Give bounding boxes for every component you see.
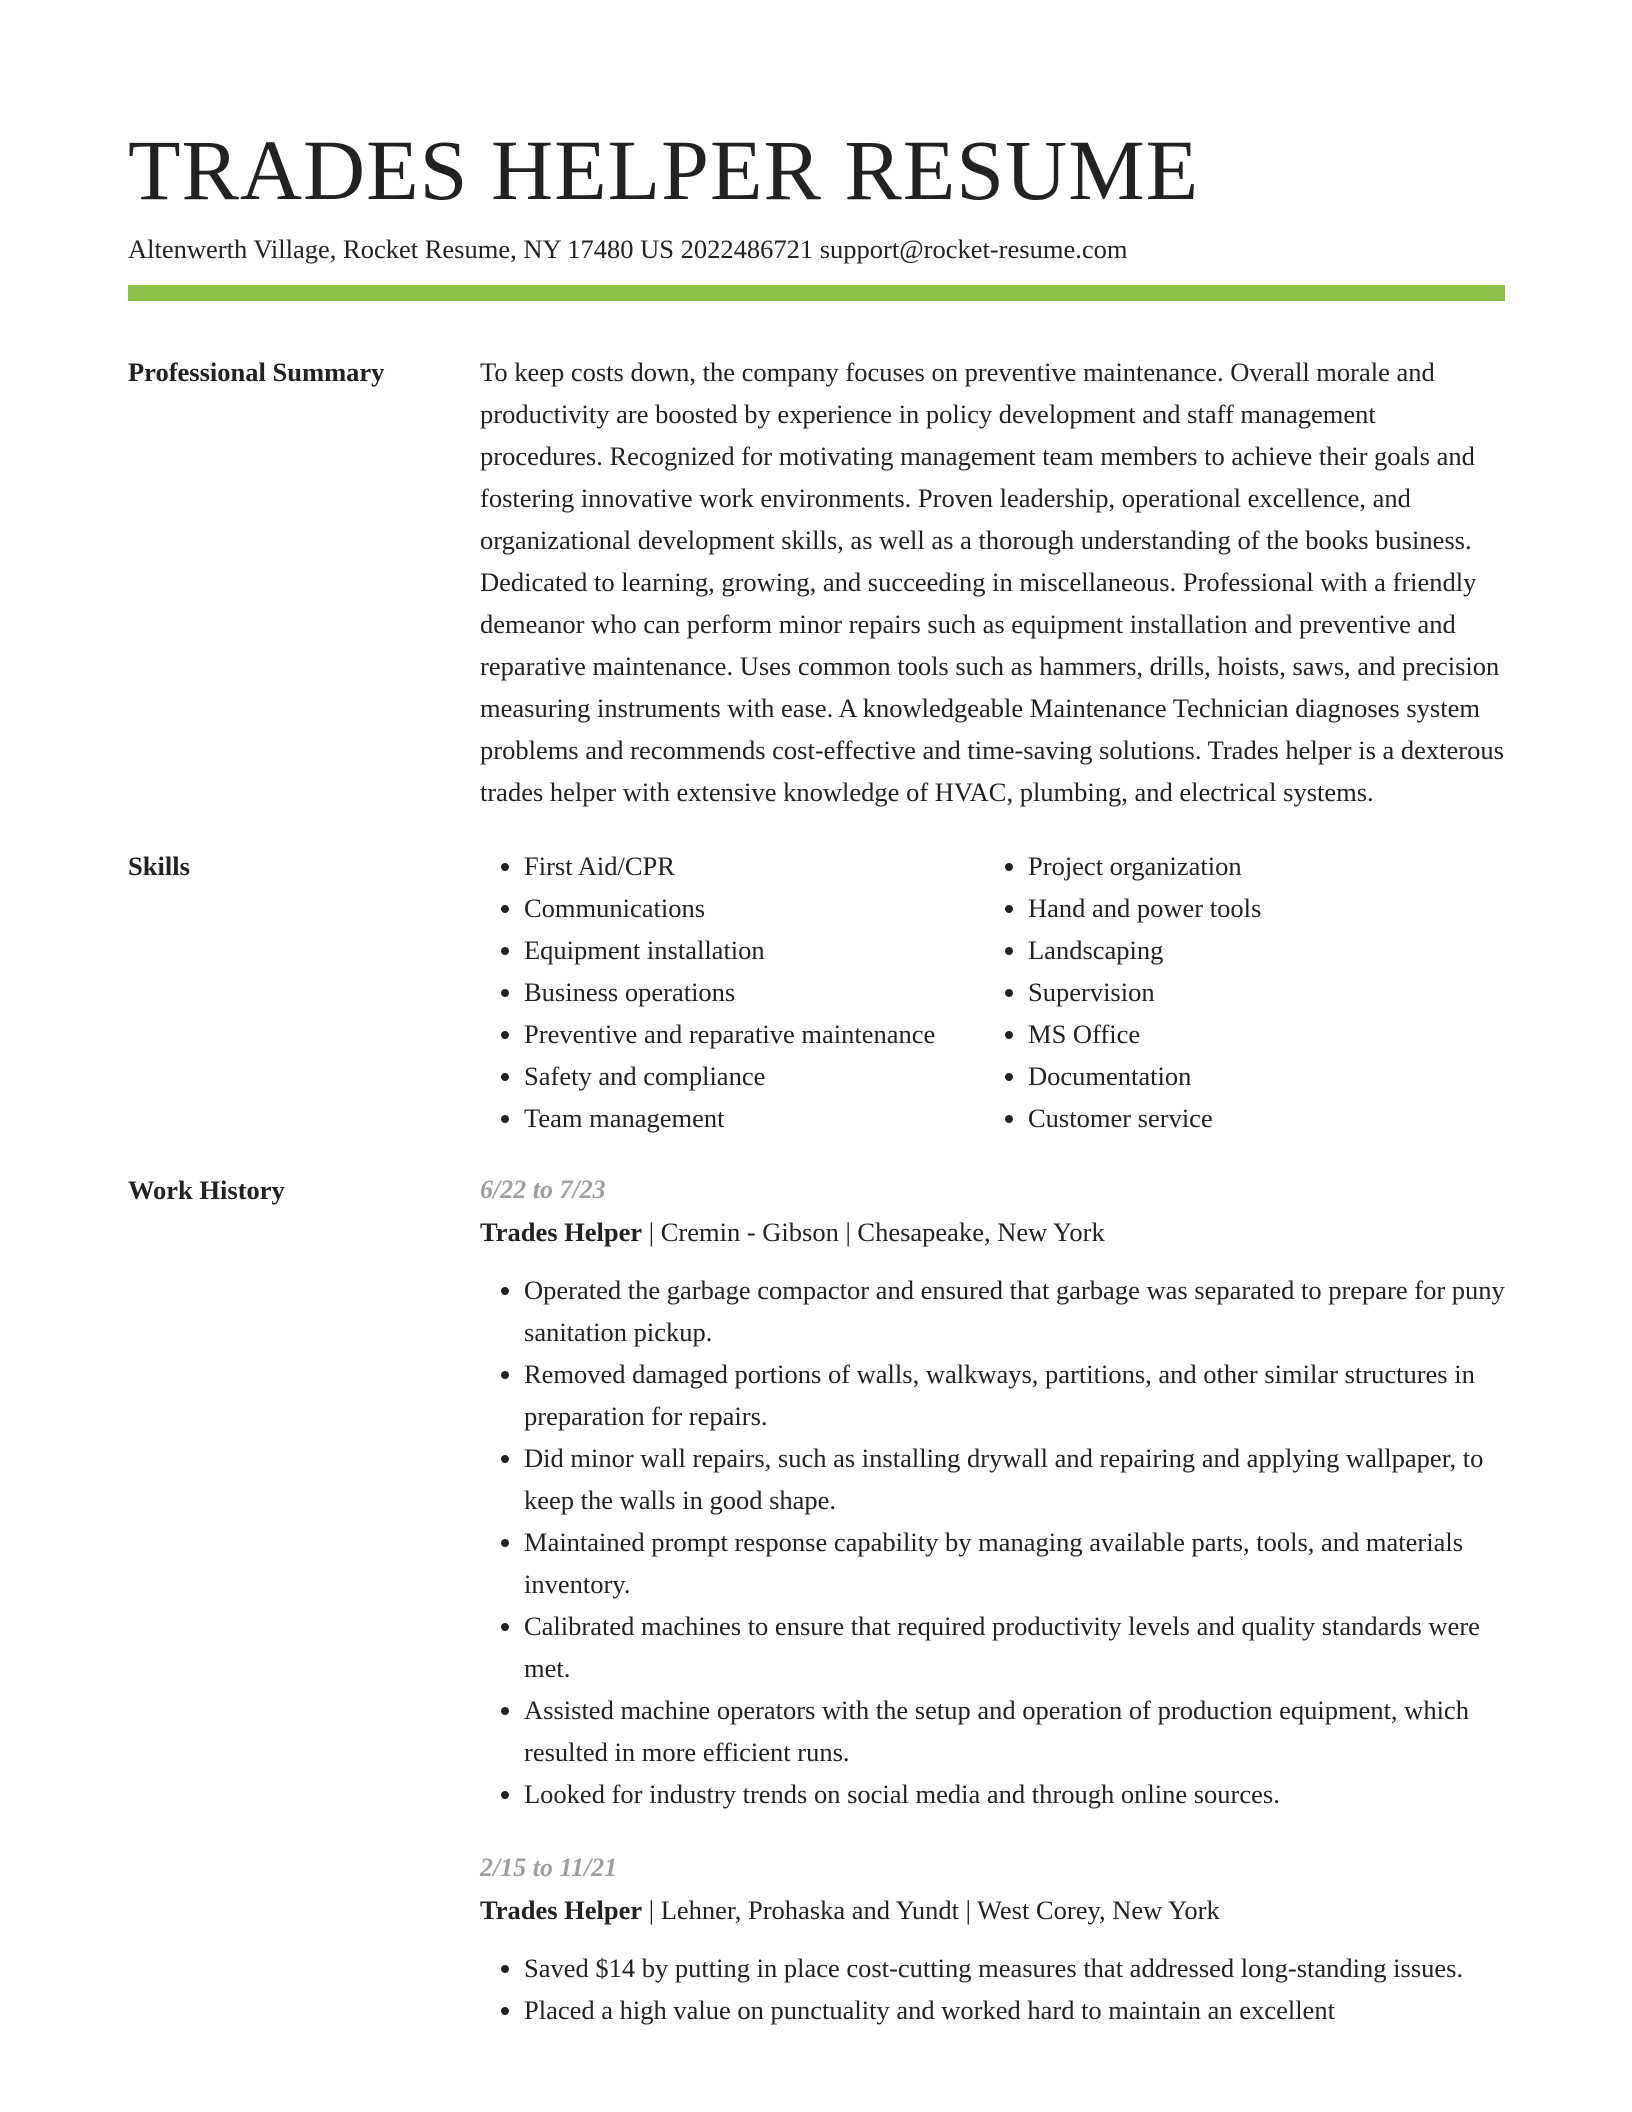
skills-column-right [984, 845, 1261, 1139]
job-entry [480, 1169, 1505, 1815]
job-bullet: • Maintained prompt response capability by managing available parts, tools, and materials inventory. [524, 1521, 1505, 1605]
job-dates: 6/22 to 7/23 [480, 1175, 606, 1204]
skill-item: • Communications [524, 887, 984, 929]
skill-item: • Landscaping [1028, 929, 1261, 971]
job-title: Trades Helper [480, 1217, 643, 1247]
job-dates: 2/15 to 11/21 [480, 1853, 618, 1882]
skills-list [480, 845, 1505, 1139]
work-history-section [128, 1169, 1505, 2031]
resume-title: TRADES HELPER RESUME [128, 122, 1200, 218]
skill-item: • Business operations [524, 971, 984, 1013]
skill-item: • Safety and compliance [524, 1055, 984, 1097]
job-title: Trades Helper [480, 1895, 643, 1925]
skills-column-left [480, 845, 984, 1139]
skills-heading: Skills [128, 851, 190, 881]
job-bullet: • Did minor wall repairs, such as installing drywall and repairing and applying wallpaper, to keep the walls in good shape. [524, 1437, 1505, 1521]
job-bullet: • Calibrated machines to ensure that required productivity levels and quality standards were met. [524, 1605, 1505, 1689]
skill-item: • MS Office [1028, 1013, 1261, 1055]
summary-heading: Professional Summary [128, 357, 385, 387]
skills-section [128, 845, 1505, 1139]
job-bullet: • Placed a high value on punctuality and worked hard to maintain an excellent [524, 1989, 1505, 2031]
skill-item: • First Aid/CPR [524, 845, 984, 887]
skill-item: • Equipment installation [524, 929, 984, 971]
job-heading [480, 1889, 1505, 1931]
skill-item: • Customer service [1028, 1097, 1261, 1139]
summary-text: To keep costs down, the company focuses on preventive maintenance. Overall morale and productivity are boosted by experience in policy development and staff management procedures. Recognized for motivating management team members to achieve their goals and fostering innovative work environments. Proven leadership, operational excellence, and organizational development skills, as well as a thorough understanding of the books business. Dedicated to learning, growing, and succeeding in miscellaneous. Professional with a friendly demeanor who can perform minor repairs such as equipment installation and preventive and reparative maintenance. Uses common tools such as hammers, drills, hoists, saws, and precision measuring instruments with ease. A knowledgeable Maintenance Technician diagnoses system problems and recommends cost-effective and time-saving solutions. Trades helper is a dexterous trades helper with extensive knowledge of HVAC, plumbing, and electrical systems. [480, 357, 1504, 807]
skill-item: • Hand and power tools [1028, 887, 1261, 929]
job-bullet: • Assisted machine operators with the setup and operation of production equipment, which resulted in more efficient runs. [524, 1689, 1505, 1773]
skill-item: • Project organization [1028, 845, 1261, 887]
job-entry [480, 1847, 1505, 2031]
job-heading [480, 1211, 1505, 1253]
job-details: | Lehner, Prohaska and Yundt | West Corey, New York [642, 1895, 1220, 1925]
work-history-list [480, 1169, 1505, 2031]
job-details: | Cremin - Gibson | Chesapeake, New York [642, 1217, 1105, 1247]
job-bullets [480, 1269, 1505, 1815]
work-history-heading: Work History [128, 1175, 285, 1205]
job-bullets [480, 1947, 1505, 2031]
job-bullet: • Operated the garbage compactor and ensured that garbage was separated to prepare for puny sanitation pickup. [524, 1269, 1505, 1353]
header-divider [128, 285, 1505, 301]
job-bullet: • Removed damaged portions of walls, walkways, partitions, and other similar structures in preparation for repairs. [524, 1353, 1505, 1437]
job-bullet: • Saved $14 by putting in place cost-cutting measures that addressed long-standing issues. [524, 1947, 1505, 1989]
contact-line: Altenwerth Village, Rocket Resume, NY 17480 US 2022486721 support@rocket-resume.com [128, 234, 1128, 264]
skill-item: • Preventive and reparative maintenance [524, 1013, 984, 1055]
summary-section [128, 351, 1505, 813]
skill-item: • Team management [524, 1097, 984, 1139]
job-bullet: • Looked for industry trends on social media and through online sources. [524, 1773, 1505, 1815]
skill-item: • Supervision [1028, 971, 1261, 1013]
skill-item: • Documentation [1028, 1055, 1261, 1097]
resume-page [128, 120, 1505, 2031]
